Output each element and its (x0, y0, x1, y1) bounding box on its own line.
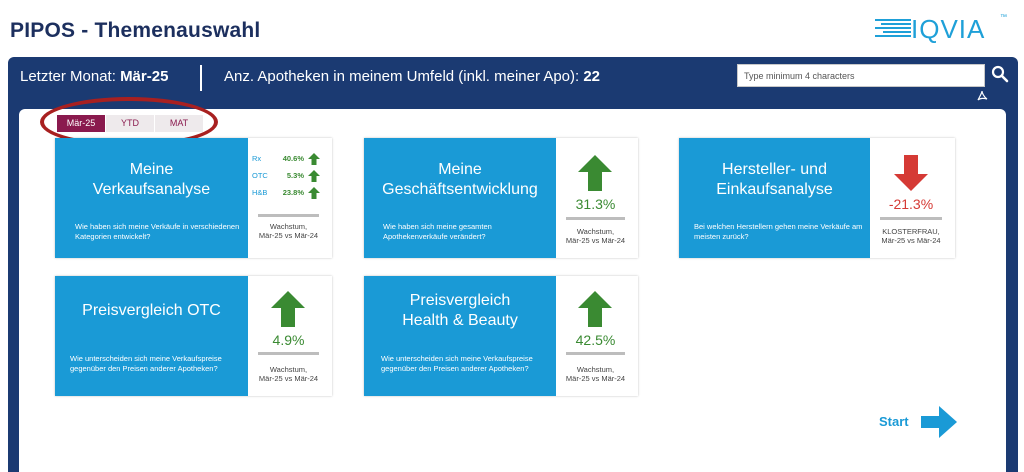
category-label: OTC (252, 171, 268, 180)
card-description: Wie haben sich meine gesamten Apothekenverkäufe verändert? (383, 222, 492, 241)
tab-mat[interactable]: MAT (155, 115, 203, 132)
start-label: Start (879, 414, 909, 429)
card-side-panel (248, 279, 329, 393)
arrow-down-icon (894, 155, 928, 191)
card-main (364, 276, 556, 396)
manufacturer-note-line1: KLOSTERFRAU, (882, 227, 940, 236)
last-month-value: Mär-25 (120, 68, 169, 85)
card-side-panel (556, 279, 635, 393)
category-label: Rx (252, 154, 262, 163)
header-divider (200, 65, 202, 91)
arrow-up-icon (308, 170, 320, 182)
arrow-up-icon (578, 155, 612, 191)
card-description: Wie haben sich meine Verkäufe in verschiedenen Kategorien entwickelt? (75, 222, 240, 241)
start-button[interactable] (879, 406, 959, 438)
card-title: Meine Geschäftsentwicklung (382, 161, 538, 198)
growth-note-line2: Mär-25 vs Mär-24 (258, 374, 319, 383)
pharmacies-label: Anz. Apotheken in meinem Umfeld (inkl. meiner Apo): (224, 68, 580, 85)
card-geschaeftsentwicklung[interactable] (364, 138, 638, 258)
tab-ytd[interactable]: YTD (106, 115, 154, 132)
iqvia-logo (875, 14, 1010, 44)
category-value: 40.6% (282, 154, 304, 163)
logo-stripes-icon (875, 19, 911, 41)
category-value: 5.3% (286, 171, 304, 180)
growth-note (556, 365, 635, 383)
growth-note (556, 227, 635, 245)
card-preisvergleich-otc[interactable] (55, 276, 332, 396)
card-preisvergleich-hb[interactable] (364, 276, 638, 396)
growth-value: -21.3% (888, 196, 934, 212)
card-title: Preisvergleich OTC (82, 302, 221, 319)
growth-note-line1: Wachstum, (269, 365, 308, 374)
card-side-panel (248, 141, 329, 255)
card-main (679, 138, 870, 258)
category-growth-list (252, 150, 326, 201)
divider (566, 352, 625, 355)
arrow-right-icon (921, 406, 957, 438)
growth-value: 42.5% (575, 332, 616, 348)
manufacturer-note-line2: Mär-25 vs Mär-24 (881, 236, 941, 245)
card-verkaufsanalyse[interactable] (55, 138, 332, 258)
search-icon[interactable] (991, 65, 1009, 83)
last-month-info (20, 68, 168, 85)
growth-note (248, 365, 329, 383)
divider (258, 214, 319, 217)
card-title: Meine Verkaufsanalyse (92, 161, 211, 198)
list-item (252, 150, 326, 167)
card-description: Bei welchen Herstellern gehen meine Verkäufe am meisten zurück? (694, 222, 863, 241)
growth-value: 4.9% (272, 332, 305, 348)
arrow-up-icon (308, 153, 320, 165)
logo-trademark: ™ (1000, 14, 1007, 21)
pharmacies-value: 22 (583, 68, 601, 85)
arrow-up-icon (578, 291, 612, 327)
last-month-label: Letzter Monat: (20, 68, 116, 85)
card-side-panel (556, 141, 635, 255)
pharmacies-info (224, 68, 600, 85)
growth-note-line1: Wachstum, (576, 227, 615, 236)
category-value: 23.8% (282, 188, 304, 197)
card-herstelleranalyse[interactable] (679, 138, 955, 258)
manufacturer-note (870, 227, 952, 245)
arrow-up-icon (271, 291, 305, 327)
divider (880, 217, 942, 220)
card-side-panel (870, 141, 952, 255)
list-item (252, 167, 326, 184)
page-title: PIPOS - Themenauswahl (10, 19, 261, 42)
growth-note-line1: Wachstum, (269, 222, 308, 231)
list-item (252, 184, 326, 201)
growth-note-line1: Wachstum, (576, 365, 615, 374)
growth-note-line2: Mär-25 vs Mär-24 (258, 231, 319, 240)
growth-note-line2: Mär-25 vs Mär-24 (565, 236, 626, 245)
card-main (55, 138, 248, 258)
divider (258, 352, 319, 355)
growth-note-line2: Mär-25 vs Mär-24 (565, 374, 626, 383)
arrow-up-icon (308, 187, 320, 199)
card-title: Hersteller- und Einkaufsanalyse (716, 161, 833, 198)
card-description: Wie unterscheiden sich meine Verkaufspreise gegenüber den Preisen anderer Apotheken? (70, 354, 222, 373)
tab-mar-25[interactable]: Mär-25 (57, 115, 105, 132)
divider (566, 217, 625, 220)
growth-value: 31.3% (575, 196, 616, 212)
search-input[interactable] (737, 64, 985, 87)
card-main (364, 138, 556, 258)
card-description: Wie unterscheiden sich meine Verkaufspreise gegenüber den Preisen anderer Apotheken? (381, 354, 533, 373)
category-label: H&B (252, 188, 268, 197)
pdf-icon[interactable] (976, 90, 988, 102)
logo-text: IQVIA (911, 14, 986, 44)
card-main (55, 276, 248, 396)
card-title: Preisvergleich Health & Beauty (402, 292, 518, 329)
growth-note (248, 222, 329, 240)
